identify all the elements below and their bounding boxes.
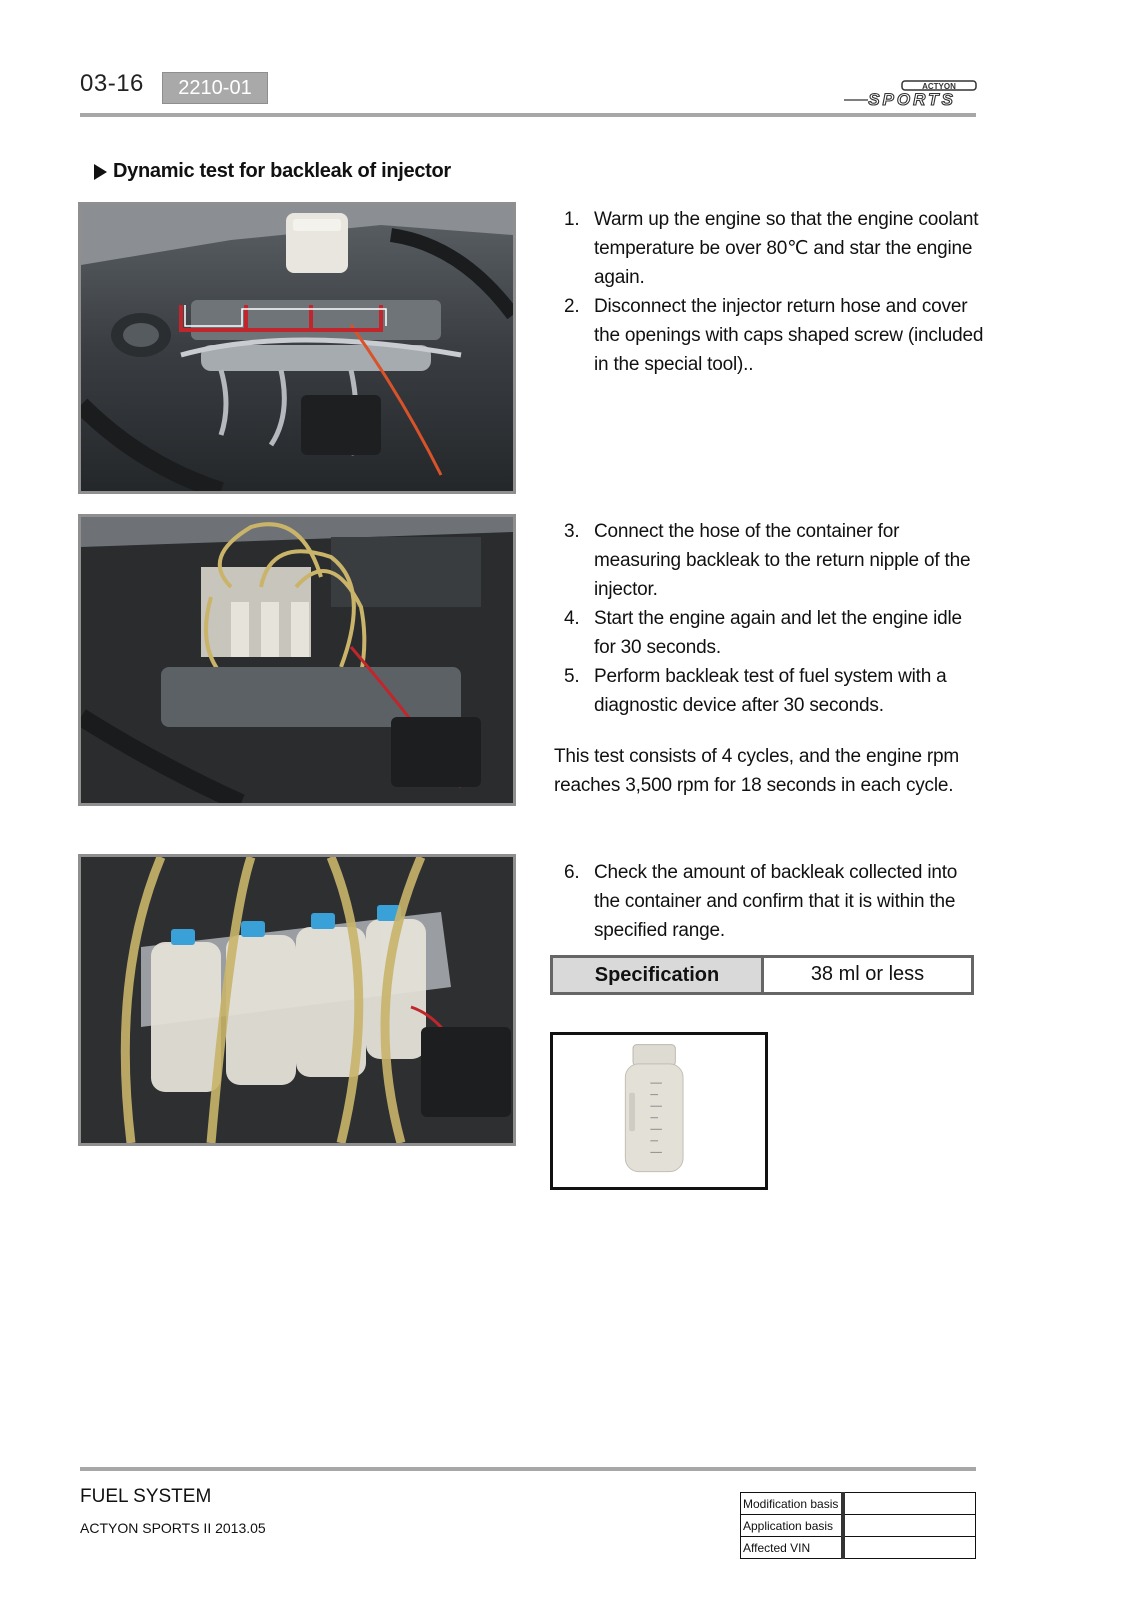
footer-model-date: ACTYON SPORTS II 2013.05 bbox=[80, 1520, 266, 1536]
step-3: 3. Connect the hose of the container for measuring backleak to the return nipple of the injector. bbox=[564, 521, 971, 600]
page-number: 03-16 bbox=[80, 70, 144, 97]
measuring-bottle-image bbox=[550, 1032, 768, 1190]
footer-rule bbox=[80, 1467, 976, 1471]
step-4: 4. Start the engine again and let the engine idle for 30 seconds. bbox=[564, 608, 962, 658]
test-cycle-note: This test consists of 4 cycles, and the engine rpm reaches 3,500 rpm for 18 seconds in each cycle. bbox=[554, 746, 960, 796]
bullet-triangle-icon bbox=[94, 164, 107, 180]
steps-group-1 bbox=[564, 205, 984, 379]
specification-label: Specification bbox=[553, 958, 764, 992]
steps-group-2 bbox=[564, 517, 984, 720]
header-rule bbox=[80, 113, 976, 117]
section-heading bbox=[94, 160, 451, 183]
specification-value: 38 ml or less bbox=[810, 963, 925, 985]
footer-chapter-title: FUEL SYSTEM bbox=[80, 1486, 212, 1507]
basis-row: Affected VIN bbox=[741, 1537, 976, 1559]
containers-closeup-photo bbox=[78, 854, 516, 1146]
step-2: 2. Disconnect the injector return hose and cover the openings with caps shaped screw (included in the special tool).. bbox=[564, 296, 984, 375]
step-6: 6. Check the amount of backleak collected into the container and confirm that it is within the specified range. bbox=[564, 862, 958, 941]
basis-row: Modification basis bbox=[741, 1493, 976, 1515]
svg-text:SPORTS: SPORTS bbox=[868, 90, 956, 108]
engine-photo-caps bbox=[78, 202, 516, 494]
section-code-badge: 2210-01 bbox=[162, 72, 268, 104]
svg-text:ACTYON: ACTYON bbox=[922, 82, 956, 91]
section-heading-text: Dynamic test for backleak of injector bbox=[113, 160, 451, 182]
basis-table bbox=[740, 1492, 976, 1559]
specification-table bbox=[550, 955, 974, 995]
step-5: 5. Perform backleak test of fuel system with a diagnostic device after 30 seconds. bbox=[564, 666, 947, 716]
engine-photo-containers bbox=[78, 514, 516, 806]
brand-logo bbox=[840, 80, 980, 108]
step-1: 1. Warm up the engine so that the engine coolant temperature be over 80℃ and star the engine again. bbox=[564, 209, 979, 288]
steps-group-3 bbox=[564, 858, 984, 945]
basis-row: Application basis bbox=[741, 1515, 976, 1537]
